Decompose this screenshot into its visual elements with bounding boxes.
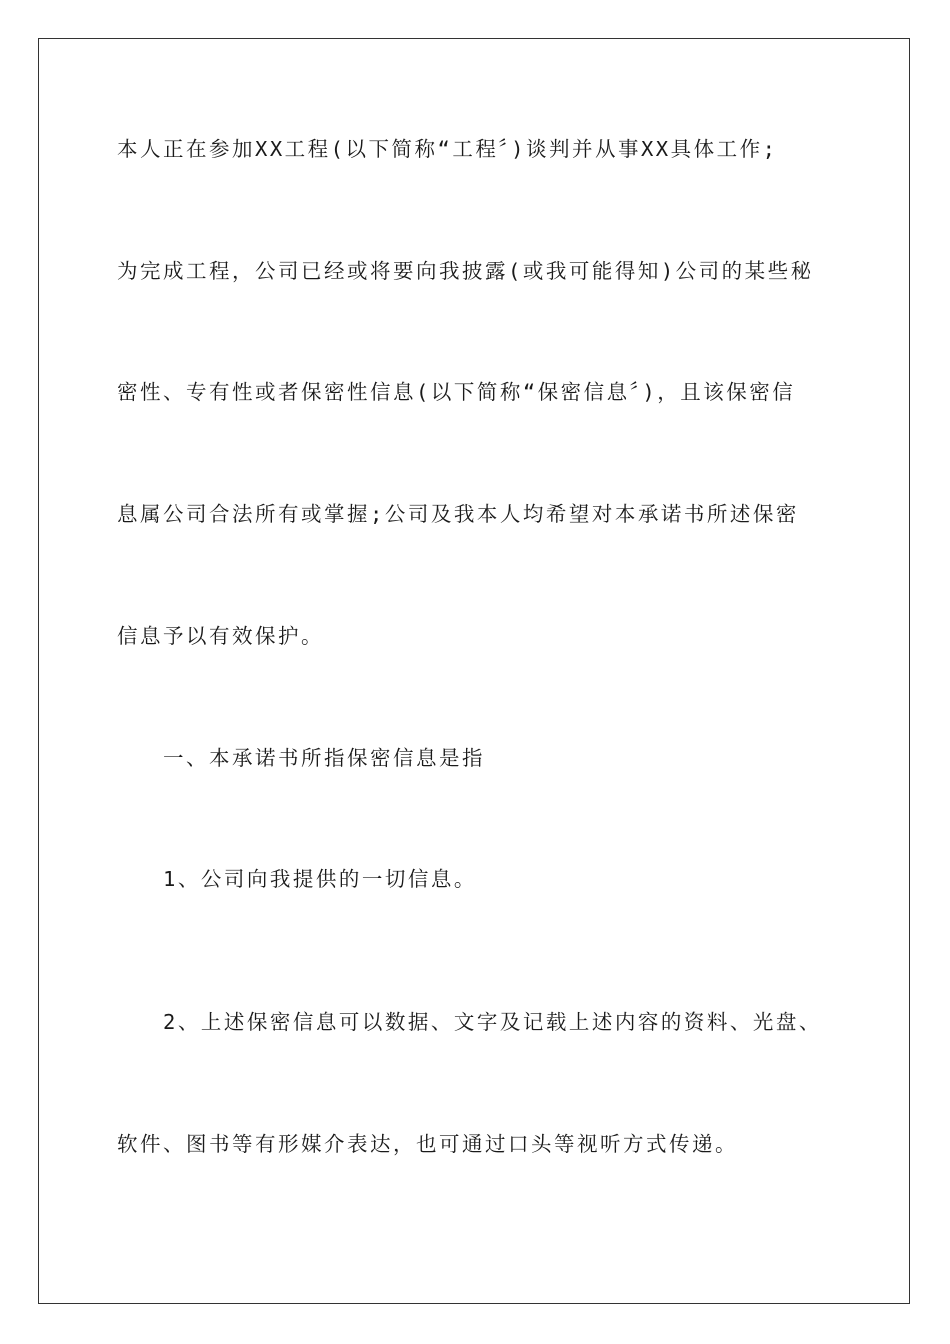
paragraph-line-1: 本人正在参加XX工程(以下简称“工程〞)谈判并从事XX具体工作;: [117, 137, 778, 161]
paragraph-line-5: 信息予以有效保护。: [117, 624, 324, 648]
paragraph-line-2: 为完成工程，公司已经或将要向我披露(或我可能得知)公司的某些秘: [117, 259, 814, 283]
list-item-2-line-1: 2、上述保密信息可以数据、文字及记载上述内容的资料、光盘、: [163, 1010, 822, 1034]
paragraph-line-4: 息属公司合法所有或掌握;公司及我本人均希望对本承诺书所述保密: [117, 502, 799, 526]
section-heading-1: 一、本承诺书所指保密信息是指: [163, 746, 485, 770]
list-item-2-line-2: 软件、图书等有形媒介表达，也可通过口头等视听方式传递。: [117, 1132, 738, 1156]
list-item-1: 1、公司向我提供的一切信息。: [163, 867, 477, 891]
paragraph-line-3: 密性、专有性或者保密性信息(以下简称“保密信息〞)，且该保密信: [117, 380, 796, 404]
page-border: [38, 38, 910, 1304]
